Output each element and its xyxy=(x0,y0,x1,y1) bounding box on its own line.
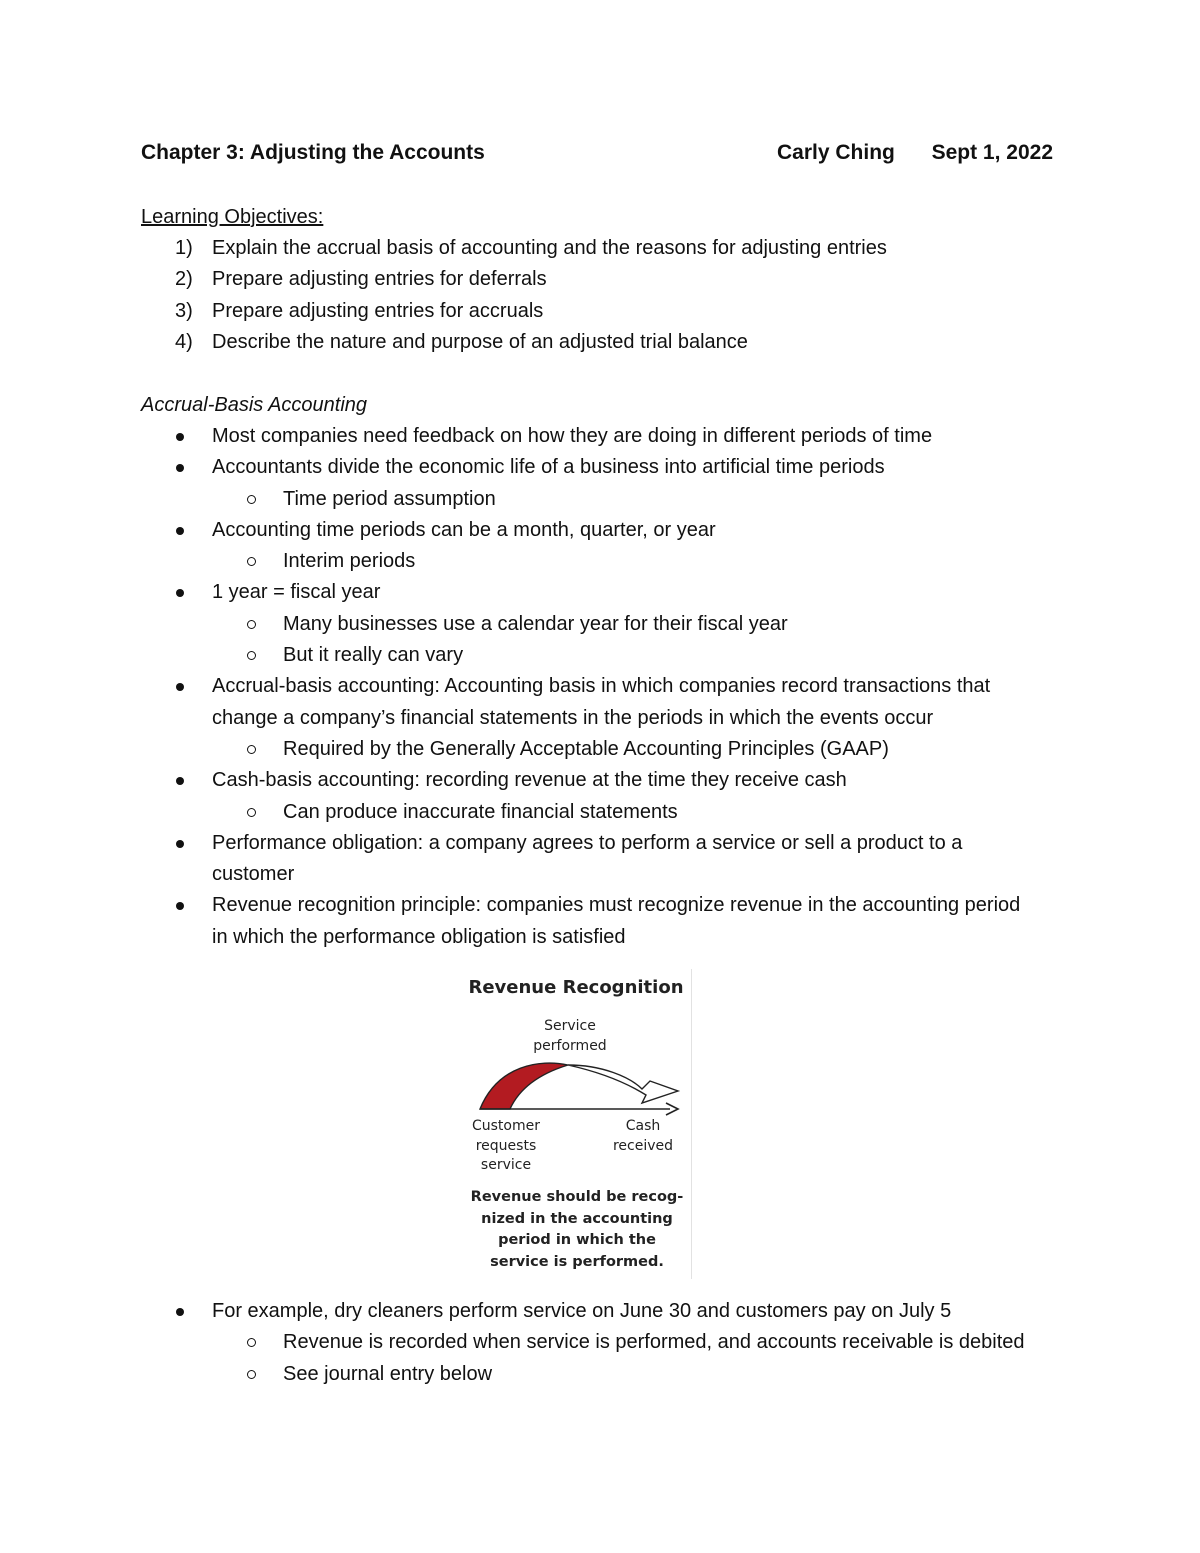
hollow-bullet-icon xyxy=(247,1338,256,1347)
sub-list-item xyxy=(141,797,1071,828)
list-item-text: Required by the Generally Acceptable Accounting Principles (GAAP) xyxy=(283,737,889,760)
label-line: performed xyxy=(533,1037,607,1054)
objective-text: Prepare adjusting entries for accruals xyxy=(212,299,544,322)
list-item-text: Many businesses use a calendar year for their fiscal year xyxy=(283,612,788,635)
list-item-text: Most companies need feedback on how they are doing in different periods of time xyxy=(212,425,933,447)
accrual-notes-list xyxy=(141,421,1071,953)
list-item-text: Accrual-basis accounting: Accounting basis in which companies record transactions that xyxy=(212,675,991,698)
page-header xyxy=(141,141,1053,171)
list-item xyxy=(141,828,1071,859)
list-item-continuation xyxy=(141,703,1071,734)
list-item-text: But it really can vary xyxy=(283,644,464,667)
objective-item xyxy=(141,264,1071,295)
hollow-bullet-icon xyxy=(247,620,256,629)
list-item-text: For example, dry cleaners perform service on June 30 and customers pay on July 5 xyxy=(212,1300,952,1322)
list-number: 2) xyxy=(175,268,193,291)
list-item-text: customer xyxy=(212,863,295,886)
caption-line: service is performed. xyxy=(490,1253,664,1270)
sub-list-item xyxy=(141,734,1071,765)
sub-list-item xyxy=(141,1359,1071,1390)
sub-list-item xyxy=(141,640,1071,671)
objective-item xyxy=(141,296,1071,327)
hollow-bullet-icon xyxy=(247,495,256,504)
list-number: 4) xyxy=(175,330,193,353)
list-item xyxy=(141,890,1071,921)
list-item-continuation xyxy=(141,922,1071,953)
list-item xyxy=(141,577,1071,608)
objective-text: Explain the accrual basis of accounting and the reasons for adjusting entries xyxy=(212,237,887,259)
list-item xyxy=(141,1296,1071,1327)
bullet-icon xyxy=(176,840,184,848)
objective-text: Describe the nature and purpose of an adjusted trial balance xyxy=(212,330,748,353)
hollow-bullet-icon xyxy=(247,808,256,817)
list-item-text: Accounting time periods can be a month, quarter, or year xyxy=(212,518,716,541)
document-date: Sept 1, 2022 xyxy=(931,141,1053,164)
hollow-bullet-icon xyxy=(247,557,256,566)
objective-item xyxy=(141,233,1071,264)
objectives-heading: Learning Objectives: xyxy=(141,206,324,228)
list-item xyxy=(141,421,1071,452)
sub-list-item xyxy=(141,1327,1071,1358)
sub-list-item xyxy=(141,484,1071,515)
sub-list-item xyxy=(141,609,1071,640)
list-number: 3) xyxy=(175,299,193,322)
list-item-text: change a company’s financial statements in the periods in which the events occur xyxy=(212,706,934,729)
list-item-text: Performance obligation: a company agrees to perform a service or sell a product to a xyxy=(212,831,963,854)
label-line: Customer xyxy=(471,1118,540,1134)
arrow-arc-outline xyxy=(568,1065,678,1103)
label-line: Cash xyxy=(625,1118,661,1134)
bullet-icon xyxy=(176,777,184,785)
list-item-text: Interim periods xyxy=(283,550,416,573)
list-item-text: in which the performance obligation is satisfied xyxy=(212,925,626,948)
hollow-bullet-icon xyxy=(247,651,256,660)
caption-line: Revenue should be recog- xyxy=(470,1189,684,1205)
revenue-recognition-figure xyxy=(462,969,692,1279)
list-item-text: Time period assumption xyxy=(283,487,496,510)
list-item-text: 1 year = fiscal year xyxy=(212,581,381,604)
bullet-icon xyxy=(176,1308,184,1316)
author-name: Carly Ching xyxy=(777,141,895,164)
list-number: 1) xyxy=(175,237,193,259)
example-list xyxy=(141,1296,1071,1390)
list-item-continuation xyxy=(141,859,1071,890)
hollow-bullet-icon xyxy=(247,1370,256,1379)
objective-text: Prepare adjusting entries for deferrals xyxy=(212,268,547,291)
bullet-icon xyxy=(176,902,184,910)
bullet-icon xyxy=(176,683,184,691)
customer-requests-label xyxy=(464,1117,548,1176)
caption-line: period in which the xyxy=(498,1232,656,1248)
red-arc-shape xyxy=(480,1063,568,1109)
label-line: Service xyxy=(544,1018,596,1034)
list-item-text: See journal entry below xyxy=(283,1362,493,1385)
sub-list-item xyxy=(141,546,1071,577)
figure-caption xyxy=(466,1187,688,1273)
accrual-heading: Accrual-Basis Accounting xyxy=(141,394,368,416)
objectives-list xyxy=(141,233,1071,358)
list-item xyxy=(141,765,1071,796)
list-item-text: Accountants divide the economic life of a business into artificial time periods xyxy=(212,456,885,479)
figure-title: Revenue Recognition xyxy=(468,977,684,998)
caption-line: nized in the accounting xyxy=(481,1210,673,1227)
label-line: requests xyxy=(475,1137,537,1154)
list-item xyxy=(141,452,1071,483)
list-item-text: Can produce inaccurate financial statements xyxy=(283,800,678,823)
list-item-text: Cash-basis accounting: recording revenue at the time they receive cash xyxy=(212,769,847,792)
list-item-text: Revenue is recorded when service is performed, and accounts receivable is debited xyxy=(283,1331,1025,1354)
list-item xyxy=(141,671,1071,702)
bullet-icon xyxy=(176,527,184,535)
list-item-text: Revenue recognition principle: companies must recognize revenue in the accounting period xyxy=(212,894,1021,917)
hollow-bullet-icon xyxy=(247,745,256,754)
bullet-icon xyxy=(176,433,184,441)
label-line: received xyxy=(612,1137,674,1154)
objective-item xyxy=(141,327,1071,358)
chapter-title: Chapter 3: Adjusting the Accounts xyxy=(141,141,485,164)
bullet-icon xyxy=(176,464,184,472)
cash-received-label xyxy=(604,1117,682,1156)
list-item xyxy=(141,515,1071,546)
bullet-icon xyxy=(176,589,184,597)
label-line: service xyxy=(480,1157,532,1173)
